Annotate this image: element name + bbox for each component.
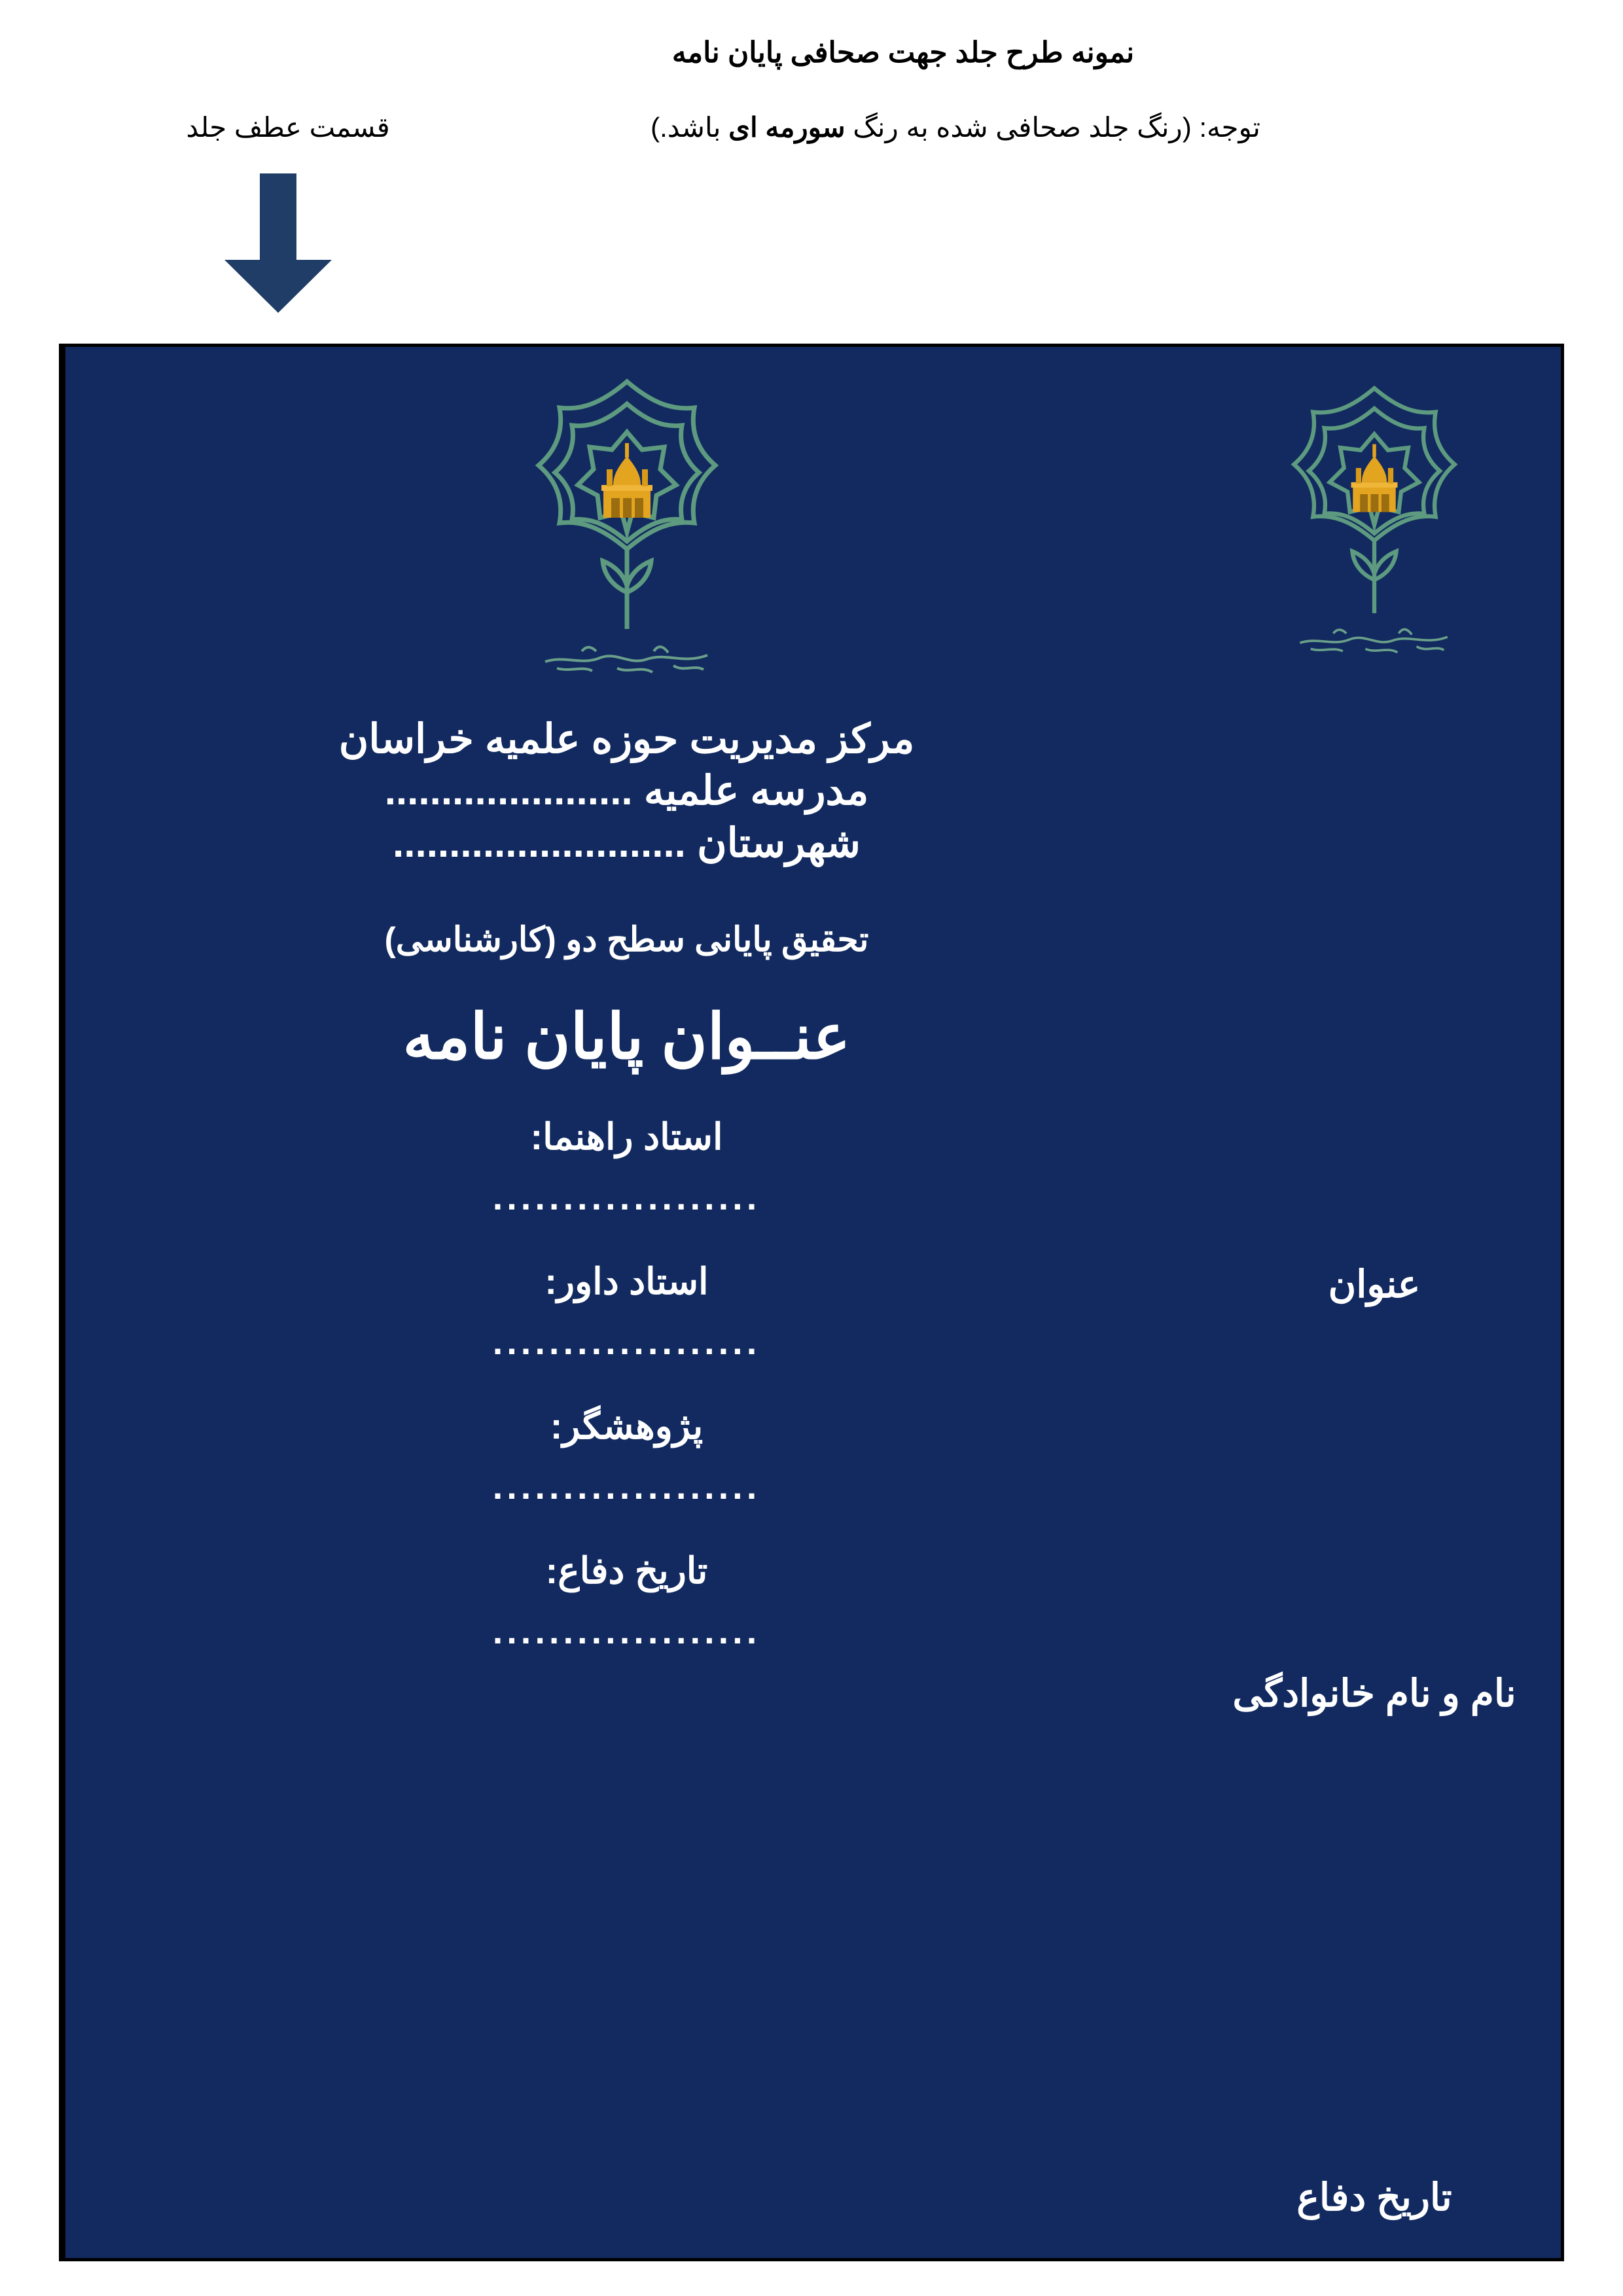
- cover-color-note-emphasis: سورمه ای: [728, 112, 846, 143]
- howzeh-elmiyeh-khorasan-logo-spine: [1276, 347, 1472, 671]
- referee-label: استاد داور:: [544, 1261, 709, 1302]
- organization-line-2: مدرسه علمیه ......................: [384, 768, 869, 814]
- cover-sheet: [59, 344, 1564, 2261]
- header-notes: [0, 0, 1623, 327]
- cover-spine: [1188, 347, 1561, 2258]
- degree-line: تحقیق پایانی سطح دو (کارشناسی): [384, 921, 869, 960]
- howzeh-elmiyeh-khorasan-logo: [519, 347, 735, 684]
- researcher-label: پژوهشگر:: [550, 1405, 704, 1447]
- supervisor-label: استاد راهنما:: [530, 1116, 723, 1158]
- organization-line-3: شهرستان ..........................: [393, 820, 861, 866]
- down-arrow-icon: [219, 173, 337, 314]
- cover-color-note: [510, 111, 1400, 143]
- organization-line-1: مرکز مدیریت حوزه علمیه خراسان: [338, 717, 915, 762]
- page-title: نمونه طرح جلد جهت صحافی پایان نامه: [671, 37, 1135, 69]
- spine-label-author-name: نام و نام خانوادگی: [1232, 1672, 1516, 1715]
- front-cover-texts: [65, 713, 1188, 1652]
- thesis-title: عنــوان پایان نامه: [402, 1002, 851, 1073]
- defense-date-label: تاریخ دفاع:: [545, 1550, 708, 1592]
- supervisor-value: ...................: [492, 1176, 761, 1218]
- front-cover: [62, 347, 1188, 2258]
- cover-color-note-prefix: توجه: (رنگ جلد صحافی شده به رنگ: [845, 112, 1260, 143]
- cover-color-note-suffix: باشد.): [651, 112, 729, 143]
- referee-value: ...................: [492, 1321, 761, 1363]
- defense-date-value: ...................: [492, 1610, 761, 1652]
- researcher-value: ...................: [492, 1465, 761, 1507]
- spine-label-defense-date: تاریخ دفاع: [1296, 2176, 1452, 2219]
- spine-callout-label: قسمت عطف جلد: [186, 112, 390, 143]
- spine-label-title: عنوان: [1328, 1263, 1421, 1306]
